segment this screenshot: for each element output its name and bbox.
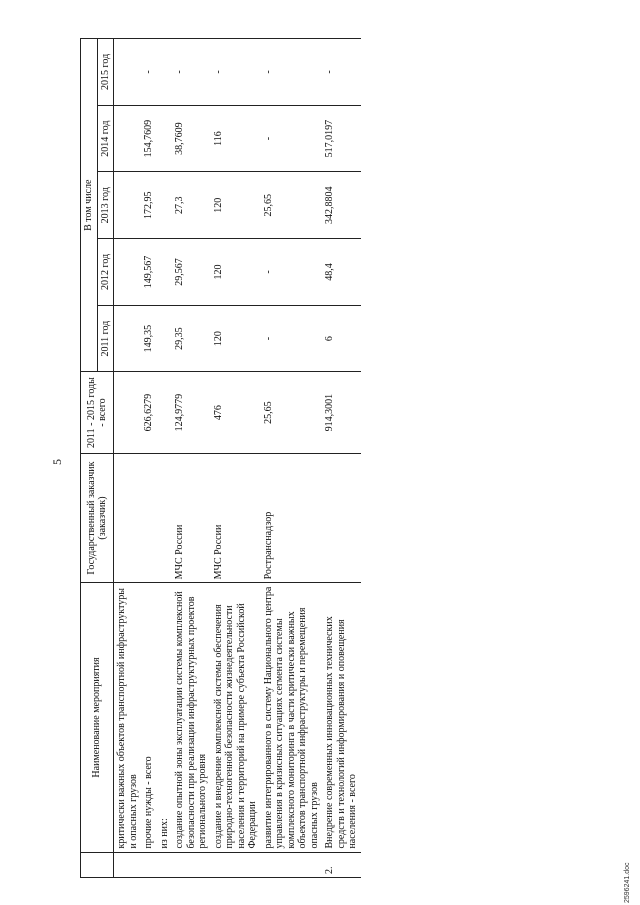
header-name: Наименование мероприятия — [81, 583, 114, 852]
row-num — [157, 852, 173, 877]
row-2013: 25,65 — [261, 172, 323, 239]
table-row — [141, 39, 157, 878]
header-including: В том числе — [81, 39, 98, 372]
header-year-2014: 2014 год — [97, 105, 114, 172]
row-total — [114, 372, 142, 453]
header-total: 2011 - 2015 годы - всего — [81, 372, 114, 453]
header-year-2012: 2012 год — [97, 239, 114, 306]
row-customer — [157, 453, 173, 583]
row-2011 — [157, 305, 173, 372]
page-number: 5 — [50, 459, 64, 465]
row-num: 2. — [322, 852, 361, 877]
funding-table — [80, 38, 361, 878]
row-2013 — [114, 172, 142, 239]
row-2011: 120 — [211, 305, 261, 372]
row-total: 626,6279 — [141, 372, 157, 453]
row-2014 — [157, 105, 173, 172]
row-2011: 149,35 — [141, 305, 157, 372]
row-2013: 342,8804 — [322, 172, 361, 239]
document-id: 2596241.doc — [624, 862, 631, 903]
row-num — [172, 852, 211, 877]
row-customer — [141, 453, 157, 583]
row-num — [211, 852, 261, 877]
row-2013: 172,95 — [141, 172, 157, 239]
row-2012 — [114, 239, 142, 306]
row-2011: 6 — [322, 305, 361, 372]
row-2013 — [157, 172, 173, 239]
row-total — [157, 372, 173, 453]
row-2012: 149,567 — [141, 239, 157, 306]
header-row-1 — [81, 39, 98, 878]
table-row — [322, 39, 361, 878]
row-name: создание опытной зоны эксплуатации системы комплексной безопасности при реализации инфраструктурных проектов регионального уровня — [172, 583, 211, 852]
row-customer: МЧС России — [172, 453, 211, 583]
row-2014: - — [261, 105, 323, 172]
row-2012: 48,4 — [322, 239, 361, 306]
row-2012 — [157, 239, 173, 306]
row-2015 — [114, 39, 142, 106]
row-2015: - — [141, 39, 157, 106]
row-num — [114, 852, 142, 877]
row-2012: 120 — [211, 239, 261, 306]
header-year-2015: 2015 год — [97, 39, 114, 106]
row-2015: - — [211, 39, 261, 106]
row-customer — [114, 453, 142, 583]
row-2014 — [114, 105, 142, 172]
table-row — [172, 39, 211, 878]
row-2015 — [157, 39, 173, 106]
table-row — [157, 39, 173, 878]
row-2013: 27,3 — [172, 172, 211, 239]
table-row — [114, 39, 142, 878]
header-num — [81, 852, 114, 877]
header-customer: Государственный заказчик (заказчик) — [81, 453, 114, 583]
row-2011: 29,35 — [172, 305, 211, 372]
row-2014: 116 — [211, 105, 261, 172]
row-2011: - — [261, 305, 323, 372]
table-row — [211, 39, 261, 878]
row-2014: 154,7609 — [141, 105, 157, 172]
row-total: 25,65 — [261, 372, 323, 453]
row-2011 — [114, 305, 142, 372]
row-2015: - — [322, 39, 361, 106]
row-name: из них: — [157, 583, 173, 852]
row-2012: - — [261, 239, 323, 306]
row-total: 124,9779 — [172, 372, 211, 453]
row-2014: 38,7609 — [172, 105, 211, 172]
row-name: Внедрение современных инновационных технических средств и технологий информирования и оповещения населения - всего — [322, 583, 361, 852]
row-2013: 120 — [211, 172, 261, 239]
header-year-2013: 2013 год — [97, 172, 114, 239]
row-2012: 29,567 — [172, 239, 211, 306]
row-name: создание и внедрение комплексной системы обеспечения природно-техногенной безопасности жизнедеятельности населения и территорий на примере субъекта Российской Федерации — [211, 583, 261, 852]
row-total: 476 — [211, 372, 261, 453]
row-customer: МЧС России — [211, 453, 261, 583]
row-2015: - — [172, 39, 211, 106]
row-num — [261, 852, 323, 877]
row-total: 914,3001 — [322, 372, 361, 453]
table-row — [261, 39, 323, 878]
row-name: критически важных объектов транспортной инфраструктуры и опасных грузов — [114, 583, 142, 852]
row-customer — [322, 453, 361, 583]
row-2014: 517,0197 — [322, 105, 361, 172]
row-name: развитие интегрированного в систему Национального центра управления в кризисных ситуациях сегмента системы комплексного мониторинга в части критически важных объектов транспортной инфраструктуры и перемещения опасных грузов — [261, 583, 323, 852]
row-num — [141, 852, 157, 877]
row-2015: - — [261, 39, 323, 106]
row-customer: Ространснадзор — [261, 453, 323, 583]
row-name: прочие нужды - всего — [141, 583, 157, 852]
header-year-2011: 2011 год — [97, 305, 114, 372]
